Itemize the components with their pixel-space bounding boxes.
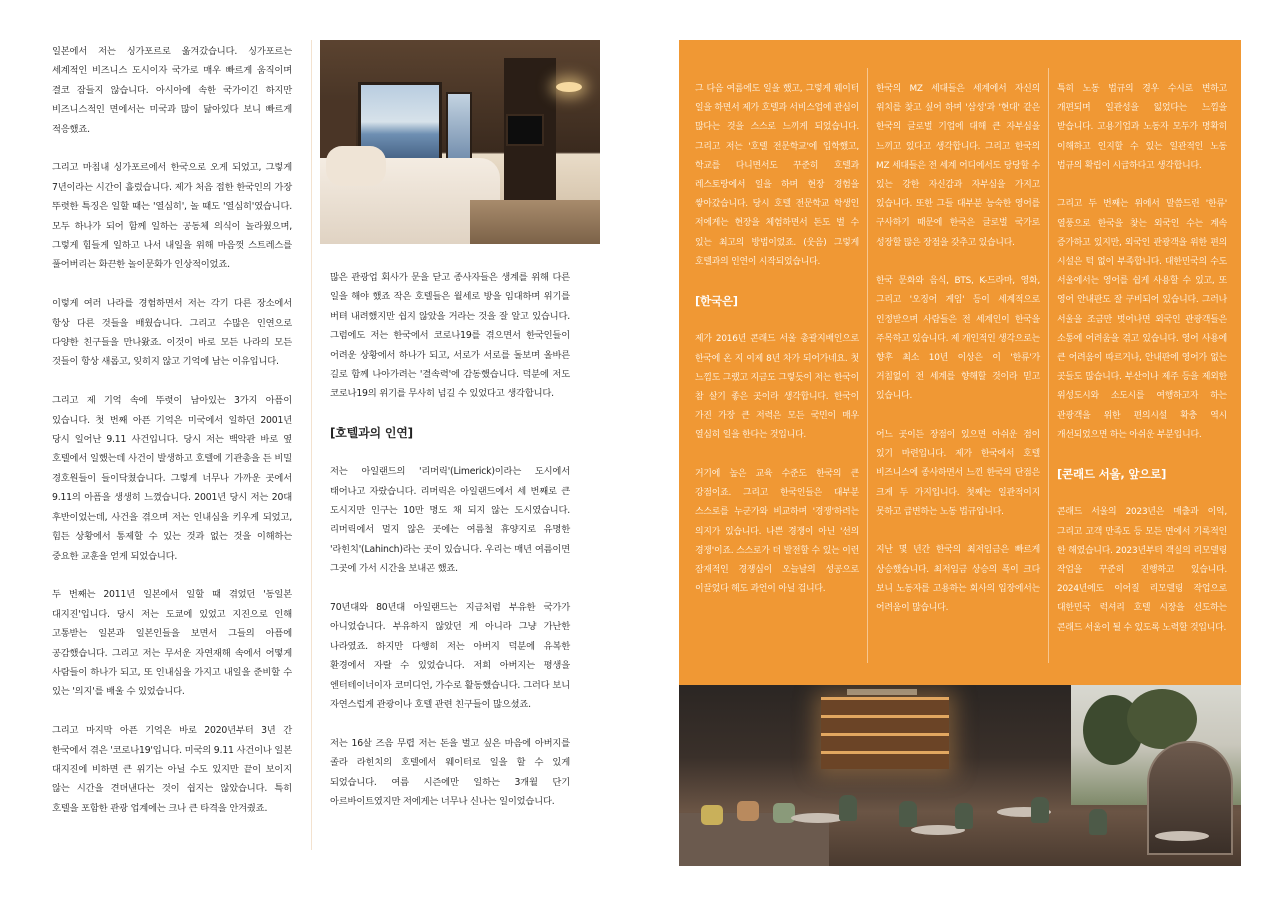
chair: [839, 795, 857, 821]
bar-shelves: [821, 697, 949, 769]
text-column-4: [876, 80, 1040, 638]
section-heading: [한국은]: [695, 294, 738, 309]
paragraph: 그리고 두 번째는 위에서 말씀드린 '한류' 열풍으로 한국을 찾는 외국인 수는 계속 증가하고 있지만, 외국인 관광객을 위한 편의 시설은 턱 없이 부족합니다. 대한민국의 수도 서울에서는 영어를 쉽게 사용할 수 있고, 또 영어 안내판도 잘 구비되어 있습니다. 그러나 서울을 조금만 벗어나면 외국인 관광객들은 소통에 어려움을 겪고 있습니다. 영어 사용에 큰 어려움이 따르거나, 안내판에 영어가 없는 곳들도 많습니다. 부산이나 제주 등을 제외한 위성도시와 소도시를 여행하고자 하는 관광객을 위한 편의시설 확충 역시 개선되었으면 하는 아쉬운 부분입니다.: [1057, 199, 1227, 440]
paragraph: 그리고 제 기억 속에 뚜렷이 남아있는 3가지 아픔이 있습니다. 첫 번째 아픈 기억은 미국에서 일하던 2001년 당시 일어난 9.11 사건입니다. 당시 저는 백악관 바로 옆 호텔에서 일했는데 사건이 발생하고 호텔에 기관총을 든 비밀 경호원들이 들이닥쳤습니다. 그렇게 너무나 가까운 곳에서 9.11의 아픔을 생생히 느꼈습니다. 2001년 당시 저는 20대 후반이었는데, 사건을 겪으며 저는 인내심을 키우게 되었고, 힘든 상황에서 통제할 수 있는 것과 없는 것을 이해하는 중요한 교훈을 얻게 되었습니다.: [52, 395, 292, 562]
pillow: [326, 146, 386, 186]
column-divider: [311, 40, 312, 850]
bar-sign: [847, 689, 917, 695]
text-column-3: [695, 80, 859, 619]
paragraph: 거기에 높은 교육 수준도 한국의 큰 강점이죠. 그리고 한국인들은 대부분 스스로를 누군가와 비교하며 '경쟁'하려는 의지가 있습니다. 나쁜 경쟁이 아닌 '선의 경쟁'이죠. 스스로가 더 발전할 수 있는 이런 잠재적인 경쟁심이 오늘날의 성공으로 이끌었다 해도 과언이 아닐 겁니다.: [695, 469, 859, 595]
text-column-1: [52, 42, 292, 838]
paragraph: 저는 16살 즈음 무렵 저는 돈을 벌고 싶은 마음에 아버지를 졸라 라힌치의 호텔에서 웨이터로 일을 할 수 있게 되었습니다. 여름 시즌에만 일하는 3개월 단기 아르바이트였지만 저에게는 너무나 신나는 일이었습니다.: [330, 737, 570, 808]
pendant-lamp: [556, 82, 582, 92]
paragraph: 그리고 마지막 아픈 기억은 바로 2020년부터 3년 간 한국에서 겪은 '코로나19'입니다. 미국의 9.11 사건이나 일본 대지진에 비하면 큰 위기는 아닐 수도 있지만 끝이 보이지 않는 시간을 견뎌낸다는 것이 쉽지는 않았습니다. 특히 호텔을 포함한 관광 업계에는 크나 큰 타격을 안겨줬죠.: [52, 725, 292, 814]
tree: [1127, 689, 1197, 749]
table: [1155, 831, 1209, 841]
paragraph: 제가 2016년 콘래드 서울 총괄지배인으로 한국에 온 지 이제 8년 차가 되어가네요. 첫 느낌도 그랬고 지금도 그렇듯이 저는 한국이 참 살기 좋은 곳이라 생각합니다. 한국이 가진 가장 큰 저력은 모든 국민이 매우 열심히 일을 한다는 것입니다.: [695, 334, 859, 441]
paragraph: 지난 몇 년간 한국의 최저임금은 빠르게 상승했습니다. 최저임금 상승의 폭이 크다 보니 노동자를 고용하는 회사의 입장에서는 어려움이 많습니다.: [876, 545, 1040, 614]
paragraph: 저는 아일랜드의 '리머릭'(Limerick)이라는 도시에서 태어나고 자랐습니다. 리머릭은 아일랜드에서 세 번째로 큰 도시지만 인구는 10만 명도 채 되지 않는 도시였습니다. 리머릭에서 멀지 않은 곳에는 여름철 휴양지로 유명한 '라힌치'(Lahinch)라는 곳이 있습니다. 우리는 매년 여름이면 그곳에 가서 시간을 보내곤 했죠.: [330, 466, 570, 575]
television: [506, 114, 544, 146]
paragraph: 특히 노동 법규의 경우 수시로 변하고 개편되며 일관성을 잃었다는 느낌을 받습니다. 고용기업과 노동자 모두가 명확히 이해하고 인지할 수 있는 일관적인 노동 법규의 확립이 시급하다고 생각합니다.: [1057, 84, 1227, 171]
cushion: [773, 803, 795, 823]
text-column-5: [1057, 80, 1227, 657]
column-divider: [867, 68, 868, 663]
rooftop-bar-photo: [679, 685, 1241, 866]
table: [791, 813, 845, 823]
column-divider: [1048, 68, 1049, 663]
chair: [1031, 797, 1049, 823]
cushion: [737, 801, 759, 821]
hotel-room-photo: [320, 40, 600, 244]
paragraph: 어느 곳이든 장점이 있으면 아쉬운 점이 있기 마련입니다. 제가 한국에서 호텔 비즈니스에 종사하면서 느낀 한국의 단점은 크게 두 가지입니다. 첫째는 일관적이지 못하고 급변하는 노동 법규입니다.: [876, 430, 1040, 517]
paragraph: 콘래드 서울의 2023년은 매출과 이익, 그리고 고객 만족도 등 모든 면에서 기록적인 한 해였습니다. 2023년부터 객실의 리모델링 작업을 꾸준히 진행하고 있습니다. 2024년에도 이어질 리모델링 작업으로 대한민국 럭셔리 호텔 시장을 선도하는 콘래드 서울이 될 수 있도록 노력할 것입니다.: [1057, 507, 1227, 633]
text-column-2: [330, 268, 570, 831]
section-heading: [호텔과의 인연]: [330, 426, 413, 441]
paragraph: 두 번째는 2011년 일본에서 일할 때 겪었던 '동일본 대지진'입니다. 당시 저는 도쿄에 있었고 지진으로 인해 고통받는 일본과 일본인들을 보면서 그들의 아픔에 공감했습니다. 그리고 저는 무서운 자연재해 속에서 어떻게 사람들이 하나가 되고, 또 인내심을 가지고 내일을 준비할 수 있는 '의지'를 배울 수 있었습니다.: [52, 589, 292, 698]
paragraph: 그리고 마침내 싱가포르에서 한국으로 오게 되었고, 그렇게 7년이라는 시간이 흘렀습니다. 제가 처음 접한 한국인의 가장 뚜렷한 특징은 일할 때는 '열심히', 놀 때도 '열심히'였습니다. 모두 하나가 되어 함께 일하는 공동체 의식이 놀라웠으며, 그렇게 힘들게 일하고 나서 내일을 위해 마음껏 스트레스를 풀어버리는 화끈한 놀이문화가 인상적이었죠.: [52, 162, 292, 271]
floor: [470, 200, 600, 244]
paragraph: 70년대와 80년대 아일랜드는 지금처럼 부유한 국가가 아니었습니다. 부유하지 않았던 게 아니라 그냥 가난한 나라였죠. 하지만 다행히 저는 아버지 덕분에 유복한 환경에서 자랄 수 있었습니다. 저희 아버지는 평생을 엔터테이너이자 코미디언, 가수로 활동했습니다. 그러다 보니 자연스럽게 관광이나 호텔 관련 친구들이 많으셨죠.: [330, 602, 570, 711]
section-heading: [콘래드 서울, 앞으로]: [1057, 467, 1167, 482]
cushion: [701, 805, 723, 825]
paragraph: 그 다음 여름에도 일을 했고, 그렇게 웨이터 일을 하면서 제가 호텔과 서비스업에 관심이 많다는 것을 스스로 느끼게 되었습니다. 그리고 저는 '호텔 전문학교'에 입학했고, 학교를 다니면서도 꾸준히 호텔과 레스토랑에서 일을 하며 현장 경험을 쌓아갔습니다. 당시 호텔 전문학교 학생인 저에게는 현장을 체험하면서 돈도 벌 수 있는 최고의 방법이었죠. (웃음) 그렇게 호텔과의 인연이 시작되었습니다.: [695, 84, 859, 267]
paragraph: 이렇게 여러 나라를 경험하면서 저는 각기 다른 장소에서 항상 다른 것들을 배웠습니다. 그리고 수많은 인연으로 다양한 친구들을 만나왔죠. 이것이 바로 모든 나라의 모든 것들이 항상 새롭고, 잊히지 않고 기억에 남는 이유입니다.: [52, 298, 292, 368]
paragraph: 많은 관광업 회사가 문을 닫고 종사자들은 생계를 위해 다른 일을 해야 했죠 작은 호텔들은 월세로 방을 임대하며 위기를 버텨 내려했지만 쉽지 않았을 거라는 것을 잘 알고 있습니다. 그럼에도 저는 한국에서 코로나19를 겪으면서 한국인들이 어려운 상황에서 하나가 되고, 서로가 서로를 돌보며 올바른 길로 함께 나아가려는 '결속력'에 감동했습니다. 덕분에 저도 코로나19의 위기를 무사히 넘길 수 있었다고 생각합니다.: [330, 272, 570, 400]
paragraph: 일본에서 저는 싱가포르로 옮겨갔습니다. 싱가포르는 세계적인 비즈니스 도시이자 국가로 매우 빠르게 움직이며 결코 잠들지 않습니다. 아시아에 속한 국가이긴 하지만 비즈니스적인 면에서는 미국과 많이 닮아있다 보니 빠르게 적응했죠.: [52, 46, 292, 135]
chair: [899, 801, 917, 827]
window-narrow: [446, 92, 472, 168]
chair: [955, 803, 973, 829]
paragraph: 한국 문화와 음식, BTS, K-드라마, 영화, 그리고 '오징어 게임' 등이 세계적으로 인정받으며 사람들은 전 세계인이 한국을 주목하고 있습니다. 제 개인적인 생각으로는 향후 최소 10년 이상은 이 '한류'가 거침없이 전 세계를 향해할 것이라 믿고 있습니다.: [876, 276, 1040, 402]
chair: [1089, 809, 1107, 835]
paragraph: 한국의 MZ 세대들은 세계에서 자신의 위치를 찾고 싶어 하며 '삼성'과 '현대' 같은 한국의 글로벌 기업에 대해 큰 자부심을 느끼고 있다고 생각합니다. 그리고 한국의 MZ 세대들은 전 세계 어디에서도 당당할 수 있는 강한 자신감과 자부심을 가지고 있습니다. 또한 그들 대부분 능숙한 영어를 구사하기 때문에 한국은 글로벌 국가로 성장할 많은 장점을 갖추고 있습니다.: [876, 84, 1040, 248]
